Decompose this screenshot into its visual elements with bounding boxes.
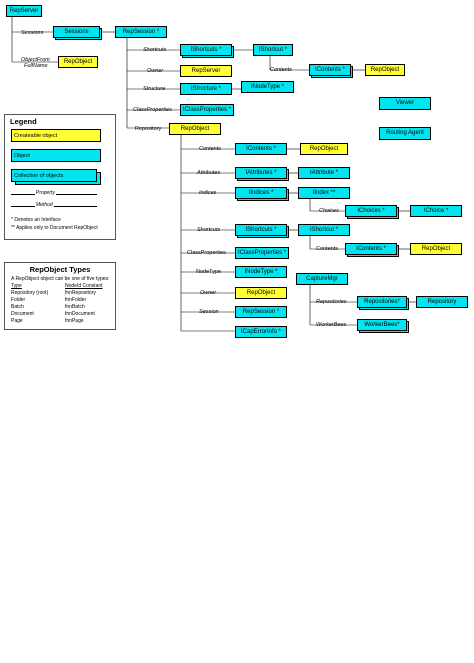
edge-label-contents-3: Contents (316, 246, 339, 252)
types-title: RepObject Types (29, 265, 91, 274)
node-repobject-owner: RepObject (235, 287, 287, 299)
node-repserver-owner: RepServer (180, 65, 232, 77)
node-icaperrorinfo: ICapErrorInfo * (235, 326, 287, 338)
node-icontents-1: IContents * (309, 64, 351, 76)
node-repobject-3: RepObject (410, 243, 462, 255)
legend-method-label: Method (36, 202, 53, 208)
edge-label-session: Session (199, 309, 219, 315)
node-repsession-2: RepSession * (235, 306, 287, 318)
node-icontents-2: IContents * (235, 143, 287, 155)
node-ishortcut-2: IShortcut * (298, 224, 350, 236)
types-row-constant: fnnPage (65, 318, 84, 324)
node-capturemgr: CaptureMgr (296, 273, 348, 285)
node-repobject-from: RepObject (58, 56, 98, 68)
edge-label-objectfrom: ObjectFrom (21, 57, 50, 63)
node-repobject-2: RepObject (300, 143, 348, 155)
edge-label-structure: Structure (143, 86, 166, 92)
node-inodetype-1: INodeType * (241, 81, 294, 93)
node-ishortcuts-1: IShortcuts * (180, 44, 232, 56)
node-viewer: Viewer (379, 97, 431, 110)
node-repobject-repo: RepObject (169, 123, 221, 135)
edge-label-choices: Choices (319, 208, 339, 214)
edge-label-classproperties-2: ClassProperties (187, 250, 226, 256)
edge-label-shortcuts-2: Shortcuts (197, 227, 221, 233)
edge-label-shortcuts-1: Shortcuts (143, 47, 167, 53)
node-repserver-root: RepServer (6, 5, 42, 17)
node-repositories: Repositories* (357, 296, 407, 308)
edge-label-owner-1: Owner (147, 68, 164, 74)
types-row-type: Batch (11, 304, 24, 310)
node-iclassproperties-1: IClassProperties * (180, 104, 234, 116)
types-row-constant: fnnRepository (65, 290, 96, 296)
node-repository: Repository (416, 296, 468, 308)
legend-method-line (11, 206, 97, 207)
node-repobject-1: RepObject (365, 64, 405, 76)
edge-label-contents-2: Contents (199, 146, 222, 152)
edge-label-repositories: Repositories (316, 299, 347, 305)
types-col-constant: NodeId Constant (65, 283, 103, 289)
repobject-types-panel (4, 262, 116, 330)
edge-label-attributes: Attributes (197, 170, 221, 176)
types-row-constant: fnnFolder (65, 297, 87, 303)
node-routing-agent: Routing Agent (379, 127, 431, 140)
types-row-constant: fnnBatch (65, 304, 85, 310)
edge-label-nodetype: NodeType (196, 269, 222, 275)
edge-label-indices: Indices (199, 190, 217, 196)
node-iclassproperties-2: IClassProperties * (235, 247, 289, 259)
node-sessions: Sessions (53, 26, 100, 38)
legend-note-interface: * Denotes an Interface (11, 217, 61, 223)
node-repsession: RepSession * (115, 26, 167, 38)
node-ichoices: IChoices * (345, 205, 397, 217)
edge-label-owner-2: Owner (200, 290, 217, 296)
legend-property-label: Property (36, 190, 55, 196)
types-row-type: Repository (root) (11, 290, 49, 296)
legend-object-swatch: Object (11, 149, 101, 162)
types-row-type: Page (11, 318, 23, 324)
node-istructure: IStructure * (180, 83, 232, 95)
types-row-constant: fnnDocument (65, 311, 95, 317)
legend-title: Legend (10, 117, 37, 126)
edge-label-sessions: Sessions (21, 30, 44, 36)
edge-label-workerbees: WorkerBees (316, 322, 347, 328)
types-row-type: Folder (11, 297, 26, 303)
node-ishortcuts-2: IShortcuts * (235, 224, 287, 236)
node-inodetype-2: INodeType * (235, 266, 287, 278)
types-intro: A RepObject object can be one of five types: (11, 276, 110, 282)
node-iindices: IIndices * (235, 187, 287, 199)
legend-panel (4, 114, 116, 240)
node-iattributes: IAttributes * (235, 167, 287, 179)
node-ishortcut-1: IShortcut * (253, 44, 293, 56)
edge-label-fullname: FullName (24, 63, 48, 69)
node-iattribute: IAttribute * (298, 167, 350, 179)
node-workerbees: WorkerBees* (357, 319, 407, 331)
types-row-type: Document (11, 311, 34, 317)
edge-label-repository: Repository (135, 126, 162, 132)
node-ichoice: IChoice * (410, 205, 462, 217)
edge-label-classproperties-1: ClassProperties (133, 107, 172, 113)
node-icontents-3: IContents * (345, 243, 397, 255)
legend-note-document: ** Applies only to Document RepObject (11, 225, 98, 231)
node-iindex: IIndex ** (298, 187, 350, 199)
types-col-type: Type (11, 283, 22, 289)
legend-createable-swatch: Createable object (11, 129, 101, 142)
edge-label-contents-1: Contents (270, 67, 293, 73)
legend-collection-swatch: Collection of objects (11, 169, 97, 182)
